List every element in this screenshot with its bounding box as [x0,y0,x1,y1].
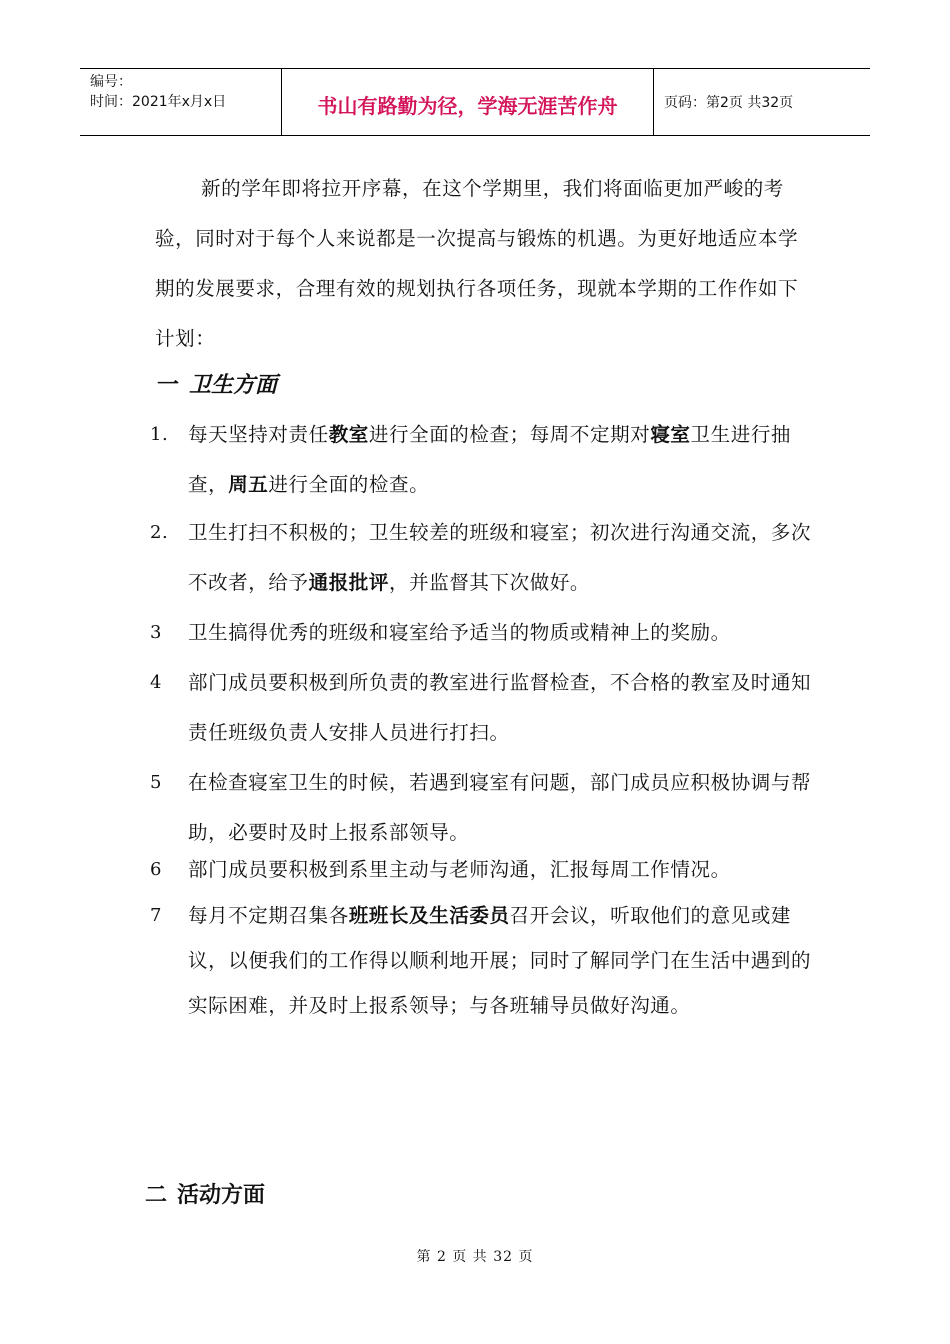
emphasis-monitors: 班班长及生活委员 [348,904,510,927]
list-text: 部门成员要积极到所负责的教室进行监督检查，不合格的教室及时通知责任班级负责人安排人员进行打扫。 [188,671,812,744]
page-footer: 第 2 页 共 32 页 [416,1249,534,1265]
list-text: 卫生搞得优秀的班级和寝室给予适当的物质或精神上的奖励。 [188,621,731,644]
list-index: 6 [150,859,163,880]
emphasis-dorm: 寝室 [650,423,691,446]
header-meta-cell [80,69,282,135]
date-label: 时间：2021年x月x日 [90,94,227,110]
list-index: 3 [150,622,163,643]
list-index: 4 [150,672,163,693]
emphasis-friday: 周五 [228,473,269,496]
section-title: 活动方面 [177,1183,266,1208]
list-item [150,508,815,608]
list-item [150,658,815,758]
motto-cell [282,69,654,135]
intro-paragraph: 新的学年即将拉开序幕，在这个学期里，我们将面临更加严峻的考验，同时对于每个人来说都是一次提高与锻炼的机遇。为更好地适应本学期的发展要求，合理有效的规划执行各项任务，现就本学期的工作作如下计划： [155,177,799,350]
header-table [80,68,870,136]
page-info-text: 页码：第2页 共32页 [664,95,794,111]
list-index: 7 [150,905,163,926]
motto-text: 书山有路勤为径，学海无涯苦作舟 [317,93,618,118]
list-item [150,893,815,1028]
emphasis-classroom: 教室 [328,423,369,446]
list-text: 每月不定期召集各班班长及生活委员召开会议，听取他们的意见或建议，以便我们的工作得以顺利地开展；同时了解同学门在生活中遇到的实际困难，并及时上报系领导；与各班辅导员做好沟通。 [188,904,812,1017]
list-index: 2. [150,522,169,543]
list-text: 部门成员要积极到系里主动与老师沟通，汇报每周工作情况。 [188,858,731,881]
section-number: 二 [145,1183,168,1208]
section-heading-hygiene [157,368,277,399]
list-index: 5 [150,772,163,793]
page-info-cell [654,69,870,135]
section-heading-activities [145,1178,265,1209]
list-text: 在检查寝室卫生的时候，若遇到寝室有问题，部门成员应积极协调与帮助，必要时及时上报系部领导。 [188,771,812,844]
list-item [150,758,815,858]
section-title: 卫生方面 [189,372,278,398]
serial-label: 编号： [90,74,132,90]
list-item [150,410,815,510]
list-item [150,845,815,895]
list-text: 每天坚持对责任教室进行全面的检查；每周不定期对寝室卫生进行抽查，周五进行全面的检查。 [188,423,792,496]
list-item [150,608,815,658]
list-index: 1. [150,424,169,445]
emphasis-criticism: 通报批评 [308,571,390,594]
list-text: 卫生打扫不积极的；卫生较差的班级和寝室；初次进行沟通交流，多次不改者，给予通报批评，并监督其下次做好。 [188,521,812,594]
section-number: 一 [157,372,180,398]
